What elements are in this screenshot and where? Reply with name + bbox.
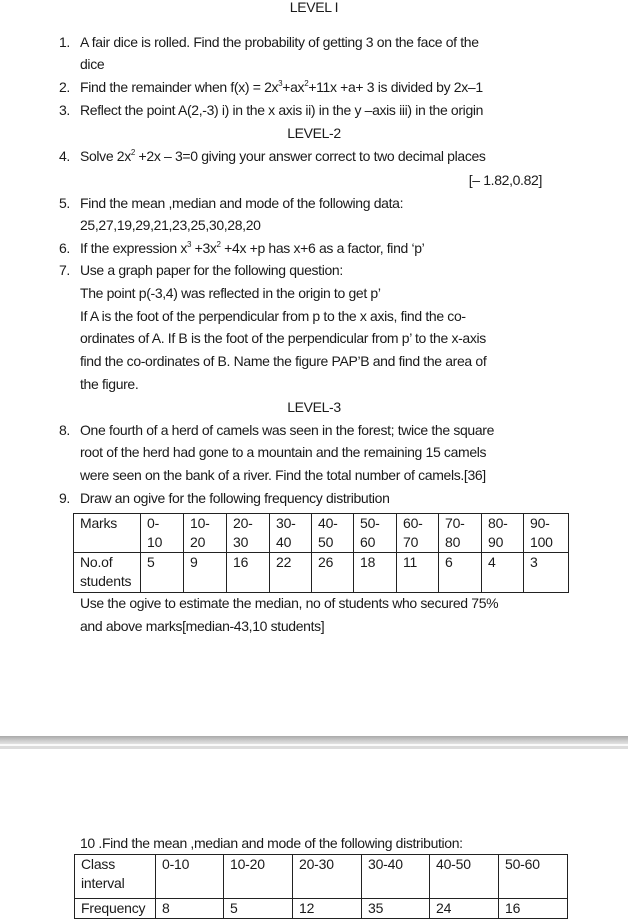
- frequency-cell: 8: [156, 899, 224, 919]
- level-2-heading: LEVEL-2: [287, 125, 341, 141]
- question-8-line: were seen on the bank of a river. Find the total number of camels.[36]: [80, 467, 486, 483]
- class-cell: 20-30: [293, 855, 362, 899]
- marks-frequency-table: [73, 513, 569, 593]
- class-cell: 80- 90: [482, 514, 524, 553]
- question-2-number: 2.: [59, 79, 70, 95]
- frequency-cell: 9: [184, 553, 227, 593]
- question-9-followup: Use the ogive to estimate the median, no of students who secured 75%: [80, 595, 499, 611]
- level-3-heading: LEVEL-3: [287, 399, 341, 415]
- question-3-number: 3.: [59, 102, 70, 118]
- question-9-text: Draw an ogive for the following frequency distribution: [80, 490, 390, 506]
- question-5-data: 25,27,19,29,21,23,25,30,28,20: [80, 217, 261, 233]
- class-cell: 40- 50: [312, 514, 354, 553]
- frequency-header: Frequency: [75, 899, 156, 919]
- question-6-number: 6.: [59, 240, 70, 256]
- page-break-separator: [0, 736, 628, 744]
- class-cell: 70- 80: [439, 514, 482, 553]
- frequency-cell: 35: [362, 899, 430, 919]
- class-cell: 10- 20: [184, 514, 227, 553]
- frequency-cell: 3: [524, 553, 569, 593]
- frequency-cell: 12: [293, 899, 362, 919]
- class-cell: 60- 70: [397, 514, 439, 553]
- class-cell: 50-60: [499, 855, 568, 899]
- class-cell: 30-40: [362, 855, 430, 899]
- students-header: No.of students: [74, 553, 141, 593]
- question-7-line: The point p(-3,4) was reflected in the origin to get p’: [80, 285, 381, 301]
- frequency-cell: 26: [312, 553, 354, 593]
- question-9-answer: and above marks[median-43,10 students]: [80, 618, 325, 634]
- frequency-cell: 16: [227, 553, 270, 593]
- question-7-line: If A is the foot of the perpendicular from p to the x axis, find the co-: [80, 308, 466, 324]
- question-10-text: 10 .Find the mean ,median and mode of the following distribution:: [80, 835, 463, 851]
- question-6-text: If the expression $x^3 +3x^2 +4x +p$ has x+6 as a factor, find ‘p’: [80, 240, 425, 256]
- marks-header: Marks: [74, 514, 141, 553]
- class-cell: 20- 30: [227, 514, 270, 553]
- question-8-number: 8.: [59, 422, 70, 438]
- students-row: [74, 553, 569, 593]
- question-1-text: A fair dice is rolled. Find the probability of getting 3 on the face of the: [80, 34, 479, 50]
- class-cell: 10-20: [224, 855, 293, 899]
- class-cell: 50- 60: [354, 514, 397, 553]
- question-5-number: 5.: [59, 195, 70, 211]
- question-3-text: Reflect the point A(2,-3) i) in the x axis ii) in the y –axis iii) in the origin: [80, 102, 484, 118]
- marks-row: [74, 514, 569, 553]
- frequency-cell: 18: [354, 553, 397, 593]
- question-7-line: find the co-ordinates of B. Name the figure PAP’B and find the area of: [80, 353, 487, 369]
- question-7-line: the figure.: [80, 376, 139, 392]
- frequency-cell: 5: [224, 899, 293, 919]
- frequency-row: [75, 899, 568, 919]
- question-5-text: Find the mean ,median and mode of the following data:: [80, 195, 404, 211]
- class-cell: 40-50: [430, 855, 499, 899]
- question-1-text-cont: dice: [80, 56, 105, 72]
- frequency-cell: 16: [499, 899, 568, 919]
- class-cell: 90- 100: [524, 514, 569, 553]
- frequency-cell: 22: [270, 553, 312, 593]
- question-1-number: 1.: [59, 34, 70, 50]
- class-cell: 0- 10: [141, 514, 184, 553]
- question-4-number: 4.: [59, 148, 70, 164]
- question-7-line: Use a graph paper for the following question:: [80, 262, 343, 278]
- class-interval-header: Class interval: [75, 855, 156, 899]
- frequency-cell: 11: [397, 553, 439, 593]
- page-break-shadow: [0, 746, 628, 749]
- frequency-cell: 4: [482, 553, 524, 593]
- question-7-line: ordinates of A. If B is the foot of the perpendicular from p’ to the x-axis: [80, 330, 486, 346]
- class-cell: 0-10: [156, 855, 224, 899]
- question-7-number: 7.: [59, 262, 70, 278]
- question-4-answer: [– 1.82,0.82]: [468, 172, 542, 188]
- class-cell: 30- 40: [270, 514, 312, 553]
- frequency-cell: 24: [430, 899, 499, 919]
- class-frequency-table: [74, 854, 568, 919]
- question-8-line: One fourth of a herd of camels was seen in the forest; twice the square: [80, 422, 495, 438]
- question-2-text: Find the remainder when $f(x) = 2x^3+ax^2+11x +a+ 3$ is divided by 2x–1: [80, 79, 483, 95]
- level-1-heading: LEVEL I: [289, 0, 339, 15]
- frequency-cell: 6: [439, 553, 482, 593]
- class-interval-row: [75, 855, 568, 899]
- question-4-text: Solve $2x^2 +2x - 3=0$ giving your answer correct to two decimal places: [80, 148, 486, 164]
- question-9-number: 9.: [59, 490, 70, 506]
- frequency-cell: 5: [141, 553, 184, 593]
- question-8-line: root of the herd had gone to a mountain and the remaining 15 camels: [80, 444, 487, 460]
